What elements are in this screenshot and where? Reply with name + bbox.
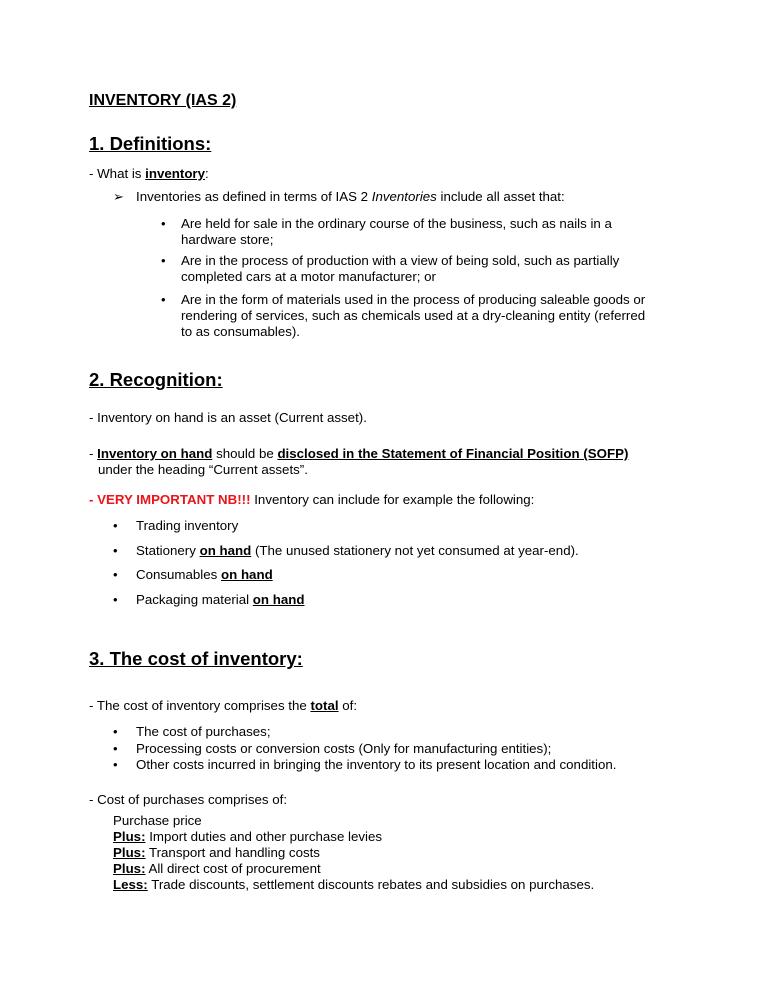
bullet-icon: •: [161, 253, 166, 268]
inventory-item-3: Consumables on hand: [136, 567, 273, 582]
definition-question: - What is inventory:: [89, 166, 209, 181]
bullet-icon: •: [113, 567, 118, 582]
important-note: - VERY IMPORTANT NB!!! Inventory can include for example the following:: [89, 492, 535, 507]
purchases-intro: - Cost of purchases comprises of:: [89, 792, 288, 807]
bullet-icon: •: [113, 724, 118, 739]
purchases-breakdown: Purchase price Plus: Import duties and other purchase levies Plus: Transport and handling costs Plus: All direct cost of procurement Less: Trade discounts, settlement discounts rebates and subsidies on purchases.: [113, 813, 595, 892]
inventory-item-4: Packaging material on hand: [136, 592, 305, 607]
definition-text: Inventories as defined in terms of IAS 2 Inventories include all asset that:: [136, 189, 565, 204]
bullet-icon: •: [113, 757, 118, 772]
definition-item-2: Are in the process of production with a view of being sold, such as partially completed cars at a motor manufacturer; or: [181, 253, 620, 284]
recognition-para-1: - Inventory on hand is an asset (Current asset).: [89, 410, 367, 425]
cost-intro: - The cost of inventory comprises the total of:: [89, 698, 358, 713]
bullet-icon: •: [113, 543, 118, 558]
inventory-item-1: Trading inventory: [136, 518, 239, 533]
bullet-icon: •: [113, 592, 118, 607]
bullet-icon: •: [113, 518, 118, 533]
arrow-bullet-icon: ➢: [113, 189, 124, 204]
bullet-icon: •: [113, 741, 118, 756]
cost-item-3: Other costs incurred in bringing the inventory to its present location and condition.: [136, 757, 617, 772]
bullet-icon: •: [161, 292, 166, 307]
inventory-item-2: Stationery on hand (The unused stationery not yet consumed at year-end).: [136, 543, 579, 558]
definition-item-3: Are in the form of materials used in the process of producing saleable goods or rendering of services, such as chemicals used at a dry-cleaning entity (referred to as consumables).: [181, 292, 646, 339]
section-1-heading: 1. Definitions:: [89, 133, 212, 154]
page-title: INVENTORY (IAS 2): [89, 92, 237, 109]
cost-item-2: Processing costs or conversion costs (Only for manufacturing entities);: [136, 741, 552, 756]
bullet-icon: •: [161, 216, 166, 231]
cost-item-1: The cost of purchases;: [136, 724, 271, 739]
definition-item-1: Are held for sale in the ordinary course of the business, such as nails in a hardware store;: [181, 216, 612, 247]
recognition-para-2: - Inventory on hand should be disclosed in the Statement of Financial Position (SOFP) under the heading “Current assets”.: [89, 446, 629, 477]
section-2-heading: 2. Recognition:: [89, 369, 223, 390]
section-3-heading: 3. The cost of inventory:: [89, 648, 303, 669]
